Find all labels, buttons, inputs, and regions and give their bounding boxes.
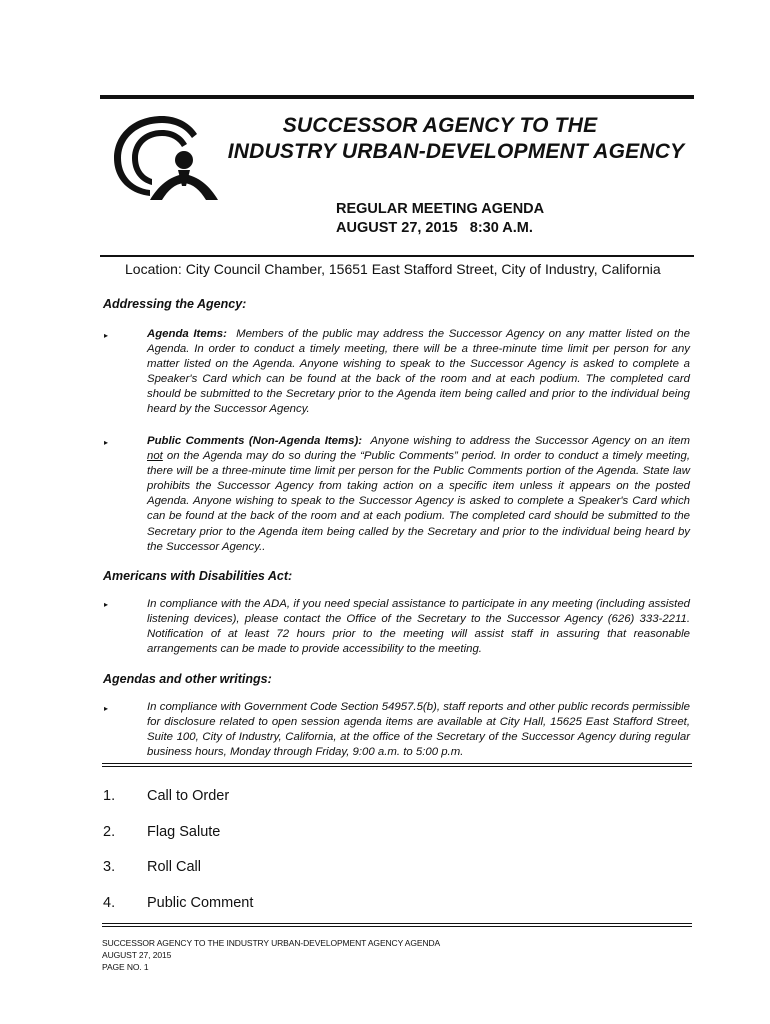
addressing-heading: Addressing the Agency: [103, 297, 247, 311]
public-comments-label: Public Comments (Non-Agenda Items): [147, 435, 363, 447]
meeting-type: REGULAR MEETING AGENDA [336, 201, 545, 217]
agenda-item-flag-salute: Flag Salute [147, 824, 221, 840]
footer-divider [102, 923, 692, 924]
public-comments-paragraph [147, 434, 690, 555]
agenda-items-text: Members of the public may address the Successor Agency on any matter listed on the Agenda. In order to conduct a timely meeting, there will be a three-minute time limit per person for any matter listed on the Agenda. Anyone wishing to speak to the Successor Agency is asked to complete a Speaker's Card which can be found at the back of the room and at each podium. The completed card should be submitted to the Secretary prior to the Agenda item being called and prior to the individual being heard by the Successor Agency. [147, 328, 690, 416]
public-comments-text-2: on the Agenda may do so during the “Public Comments” period. In order to conduct a timely meeting, there will be a three-minute time limit per person for the Public Comments portion of the Agenda. State law prohibits the Successor Agency from taking action on a specific item unless it appears on the posted Agenda. Anyone wishing to speak to the Successor Agency is asked to complete a Speaker's Card which can be found at the back of the room and at each podium. The completed card should be submitted to the Secretary prior to the Agenda item being called by the Secretary and prior to the individual being heard by the Successor Agency.. [147, 450, 690, 553]
agenda-item-number: 1. [103, 788, 116, 804]
writings-heading: Agendas and other writings: [103, 672, 272, 686]
bullet-icon: ▸ [104, 331, 109, 340]
agenda-item-call-to-order: Call to Order [147, 788, 230, 804]
agency-title-line2: INDUSTRY URBAN-DEVELOPMENT AGENCY [227, 140, 685, 163]
top-rule [100, 95, 694, 99]
agenda-items-label: Agenda Items: [147, 328, 227, 340]
agenda-item-public-comment: Public Comment [147, 895, 254, 911]
section-divider [102, 763, 692, 764]
agenda-item-number: 2. [103, 824, 116, 840]
agency-title-line1: SUCCESSOR AGENCY TO THE [282, 114, 598, 137]
public-comments-text-1: Anyone wishing to address the Successor Agency on an item [370, 435, 690, 447]
agenda-items-paragraph [147, 327, 690, 418]
bullet-icon: ▸ [104, 438, 109, 447]
bullet-icon: ▸ [104, 704, 109, 713]
ada-paragraph: In compliance with the ADA, if you need special assistance to participate in any meeting (including assisted listening devices), please contact the Office of the Secretary to the Successor Agency (626) 333-2211. Notification of at least 72 hours prior to the meeting will assist staff in assuring that reasonable arrangements can be made to provide accessibility to the meeting. [147, 598, 690, 656]
agenda-item-roll-call: Roll Call [147, 859, 201, 875]
meeting-datetime: AUGUST 27, 2015 8:30 A.M. [336, 220, 533, 236]
bullet-icon: ▸ [104, 600, 109, 609]
agenda-item-number: 3. [103, 859, 116, 875]
public-comments-not: not [147, 450, 163, 463]
meeting-location: Location: City Council Chamber, 15651 East Stafford Street, City of Industry, California [125, 261, 661, 277]
footer-title: SUCCESSOR AGENCY TO THE INDUSTRY URBAN-DEVELOPMENT AGENCY AGENDA [102, 938, 441, 948]
writings-paragraph: In compliance with Government Code Section 54957.5(b), staff reports and other public records permissible for disclosure related to open session agenda items are available at City Hall, 15625 East Stafford Street, Suite 100, City of Industry, California, at the office of the Secretary of the Successor Agency during regular business hours, Monday through Friday, 9:00 a.m. to 5:00 p.m. [147, 701, 690, 759]
footer-date: AUGUST 27, 2015 [102, 950, 172, 960]
header-divider [100, 255, 694, 257]
agenda-item-number: 4. [103, 895, 116, 911]
ada-heading: Americans with Disabilities Act: [103, 569, 293, 583]
footer-page-number: PAGE NO. 1 [102, 962, 149, 972]
